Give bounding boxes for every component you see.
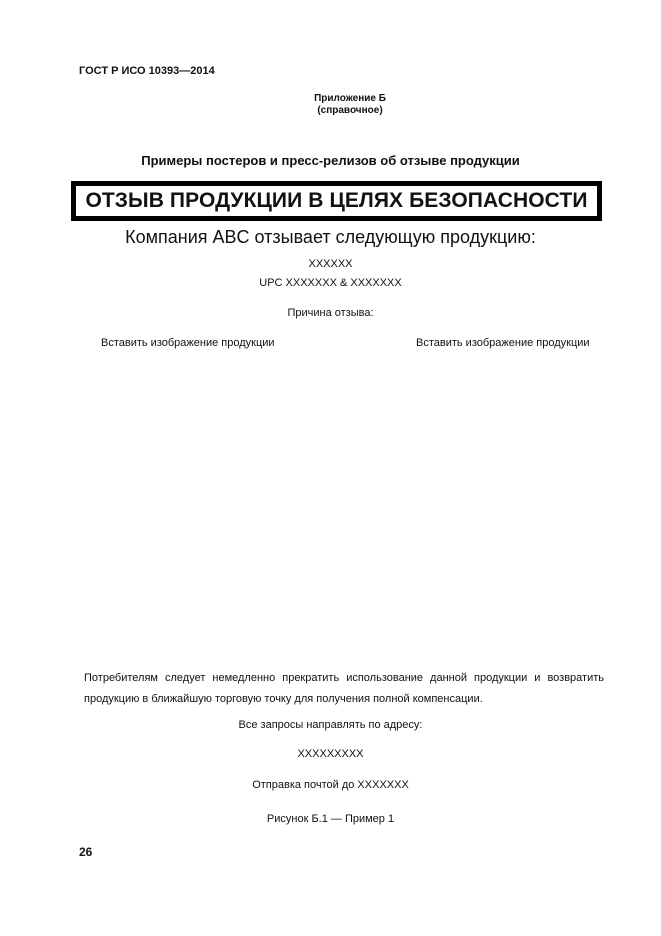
figure-caption: Рисунок Б.1 — Пример 1: [266, 813, 395, 825]
section-title: Примеры постеров и пресс-релизов об отзыве продукции: [141, 153, 520, 168]
product-code: XXXXXX: [308, 258, 353, 270]
recall-reason-label: Причина отзыва:: [287, 307, 374, 319]
company-recall-statement: Компания ABC отзывает следующую продукцию:: [125, 227, 536, 247]
product-image-placeholder-right: Вставить изображение продукции: [416, 337, 590, 349]
inquiries-label: Все запросы направлять по адресу:: [238, 719, 423, 731]
annex-note: (справочное): [317, 105, 383, 116]
product-image-placeholder-left: Вставить изображение продукции: [101, 337, 275, 349]
page-number: 26: [79, 845, 93, 859]
inquiries-address: XXXXXXXXX: [297, 748, 364, 760]
standard-code-header: ГОСТ Р ИСО 10393—2014: [79, 65, 215, 77]
annex-title: Приложение Б: [314, 93, 386, 104]
postmark-deadline: Отправка почтой до XXXXXXX: [252, 779, 409, 791]
annex-heading: [290, 93, 410, 117]
upc-codes: UPC XXXXXXX & XXXXXXX: [259, 277, 402, 289]
consumer-notice: Потребителям следует немедленно прекратить использование данной продукции и возвратить продукцию в ближайшую торговую точку для получения полной компенсации.: [84, 672, 604, 705]
recall-banner-text: ОТЗЫВ ПРОДУКЦИИ В ЦЕЛЯХ БЕЗОПАСНОСТИ: [85, 189, 588, 212]
recall-banner: [71, 181, 602, 221]
